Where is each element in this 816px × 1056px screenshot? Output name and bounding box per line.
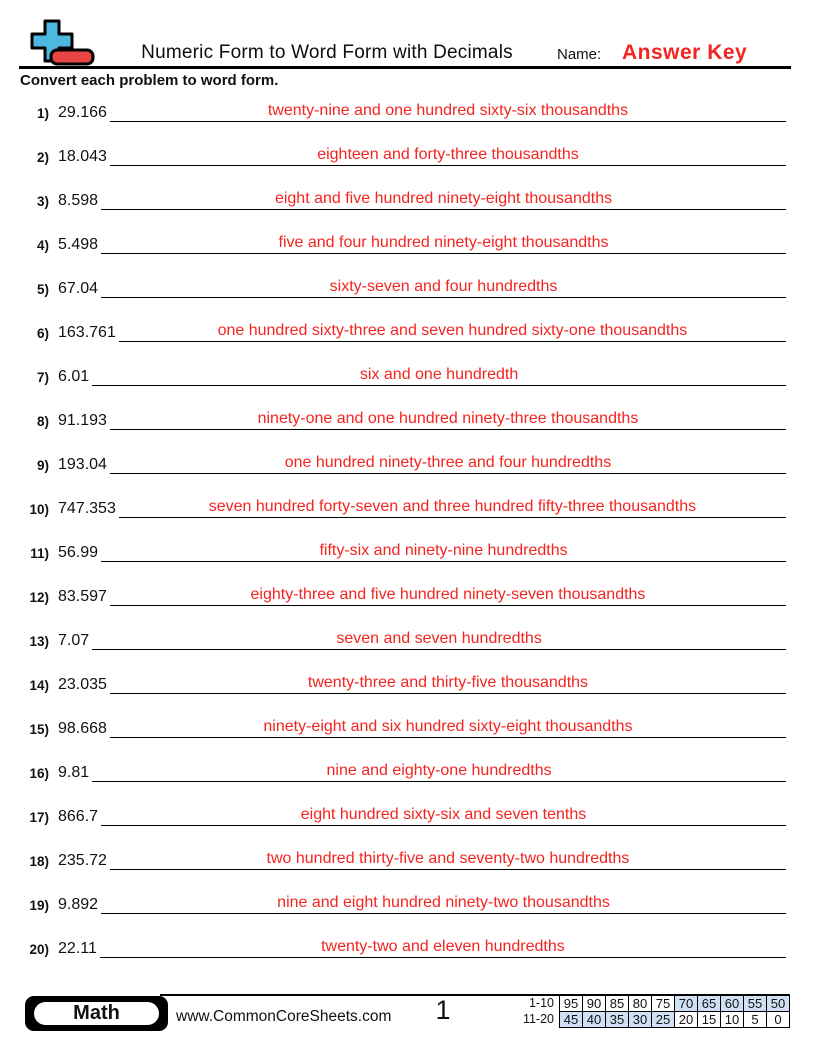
answer-text: ninety-eight and six hundred sixty-eight thousandths [263,718,633,735]
answer-text: nine and eighty-one hundredths [326,762,552,779]
answer-line [101,806,786,826]
problem-number: 18) [29,854,49,869]
problem-value: 7.07 [58,632,90,649]
answer-line [110,850,786,870]
problem-number: 3) [36,194,49,209]
problem-row [20,386,786,430]
answer-line [101,542,786,562]
problem-row [20,914,786,958]
problem-row [20,870,786,914]
problem-value: 56.99 [58,544,99,561]
problem-number: 14) [29,678,49,693]
answer-line [110,146,786,166]
answer-text: twenty-nine and one hundred sixty-six thousandths [267,102,629,119]
score-cell: 75 [652,996,675,1012]
problem-row [20,430,786,474]
answer-text: six and one hundredth [359,366,519,383]
problem-number: 1) [36,106,49,121]
answer-line [101,234,786,254]
problem-row [20,782,786,826]
score-cell: 45 [560,1012,583,1028]
problem-number: 15) [29,722,49,737]
problem-number: 4) [36,238,49,253]
plus-minus-logo-icon [25,19,97,72]
problem-value: 91.193 [58,412,107,429]
score-table [513,995,790,1028]
problem-row [20,474,786,518]
problem-value: 22.11 [58,940,97,957]
instruction-text: Convert each problem to word form. [20,72,279,89]
problem-value: 8.598 [58,192,99,209]
answer-line [110,586,786,606]
answer-text: one hundred sixty-three and seven hundred sixty-one thousandths [217,322,688,339]
answer-text: seven and seven hundredths [336,630,542,647]
answer-text: twenty-three and thirty-five thousandths [307,674,589,691]
score-cell: 25 [652,1012,675,1028]
problem-number: 16) [29,766,49,781]
problem-value: 9.81 [58,764,90,781]
problem-value: 18.043 [58,148,107,165]
answer-text: five and four hundred ninety-eight thousandths [278,234,609,251]
score-cell: 95 [560,996,583,1012]
score-cell: 50 [767,996,790,1012]
problem-row [20,122,786,166]
answer-line [110,674,786,694]
answer-line [110,102,786,122]
answer-line [110,718,786,738]
score-row [513,1012,790,1028]
problem-value: 747.353 [58,500,116,517]
problem-value: 83.597 [58,588,107,605]
score-cell: 20 [675,1012,698,1028]
answer-line [101,190,786,210]
problem-value: 866.7 [58,808,99,825]
website-text: www.CommonCoreSheets.com [176,1008,392,1025]
problem-number: 10) [29,502,49,517]
problem-row [20,342,786,386]
answer-text: eight hundred sixty-six and seven tenths [300,806,587,823]
problem-row [20,738,786,782]
problem-row [20,298,786,342]
problem-number: 6) [36,326,49,341]
problem-row [20,606,786,650]
answer-key-text: Answer Key [622,41,748,64]
problem-number: 19) [29,898,49,913]
score-cell: 30 [629,1012,652,1028]
score-cell: 70 [675,996,698,1012]
problem-number: 2) [36,150,49,165]
score-cell: 10 [721,1012,744,1028]
problem-row [20,826,786,870]
header-divider [19,66,791,69]
score-cell: 15 [698,1012,721,1028]
answer-line [100,938,786,958]
answer-line [119,498,786,518]
score-row [513,996,790,1012]
problem-row [20,650,786,694]
problem-row [20,562,786,606]
answer-line [101,894,786,914]
problem-row [20,518,786,562]
answer-text: fifty-six and ninety-nine hundredths [319,542,568,559]
problem-value: 23.035 [58,676,107,693]
name-label: Name: [557,46,602,63]
answer-text: eighteen and forty-three thousandths [317,146,579,163]
problem-number: 7) [36,370,49,385]
problem-value: 29.166 [58,104,107,121]
answer-text: seven hundred forty-seven and three hundred fifty-three thousandths [208,498,697,515]
problem-row [20,210,786,254]
subject-badge-label: Math [31,999,162,1028]
score-cell: 90 [583,996,606,1012]
problem-value: 163.761 [58,324,116,341]
answer-text: one hundred ninety-three and four hundredths [284,454,612,471]
problem-number: 9) [36,458,49,473]
score-cell: 35 [606,1012,629,1028]
score-row-label: 11-20 [513,1012,560,1028]
answer-text: two hundred thirty-five and seventy-two hundredths [266,850,630,867]
problem-number: 5) [36,282,49,297]
score-cell: 0 [767,1012,790,1028]
page-number: 1 [435,995,451,1025]
problem-row [20,254,786,298]
answer-line [92,630,786,650]
problem-value: 9.892 [58,896,99,913]
problem-number: 12) [29,590,49,605]
answer-text: ninety-one and one hundred ninety-three thousandths [257,410,639,427]
problem-value: 5.498 [58,236,99,253]
problem-value: 6.01 [58,368,90,385]
answer-text: twenty-two and eleven hundredths [321,938,565,955]
problem-value: 67.04 [58,280,99,297]
score-cell: 60 [721,996,744,1012]
problem-value: 235.72 [58,852,107,869]
score-cell: 5 [744,1012,767,1028]
answer-text: sixty-seven and four hundredths [329,278,558,295]
problem-value: 98.668 [58,720,107,737]
score-row-label: 1-10 [513,996,560,1012]
problem-number: 8) [36,414,49,429]
answer-text: eight and five hundred ninety-eight thousandths [274,190,613,207]
answer-line [119,322,786,342]
score-cell: 85 [606,996,629,1012]
problems-list [20,78,786,958]
score-cell: 65 [698,996,721,1012]
problem-number: 13) [29,634,49,649]
score-cell: 80 [629,996,652,1012]
answer-line [92,366,786,386]
answer-line [101,278,786,298]
problem-number: 20) [29,942,49,957]
answer-text: nine and eight hundred ninety-two thousandths [277,894,610,911]
subject-badge [25,996,168,1031]
problem-value: 193.04 [58,456,107,473]
problem-row [20,166,786,210]
problem-number: 17) [29,810,49,825]
answer-line [110,454,786,474]
answer-text: eighty-three and five hundred ninety-seven thousandths [250,586,646,603]
page-title: Numeric Form to Word Form with Decimals [141,42,513,63]
problem-row [20,694,786,738]
problem-number: 11) [30,546,49,561]
problem-row [20,78,786,122]
score-cell: 55 [744,996,767,1012]
answer-line [110,410,786,430]
score-cell: 40 [583,1012,606,1028]
answer-line [92,762,786,782]
